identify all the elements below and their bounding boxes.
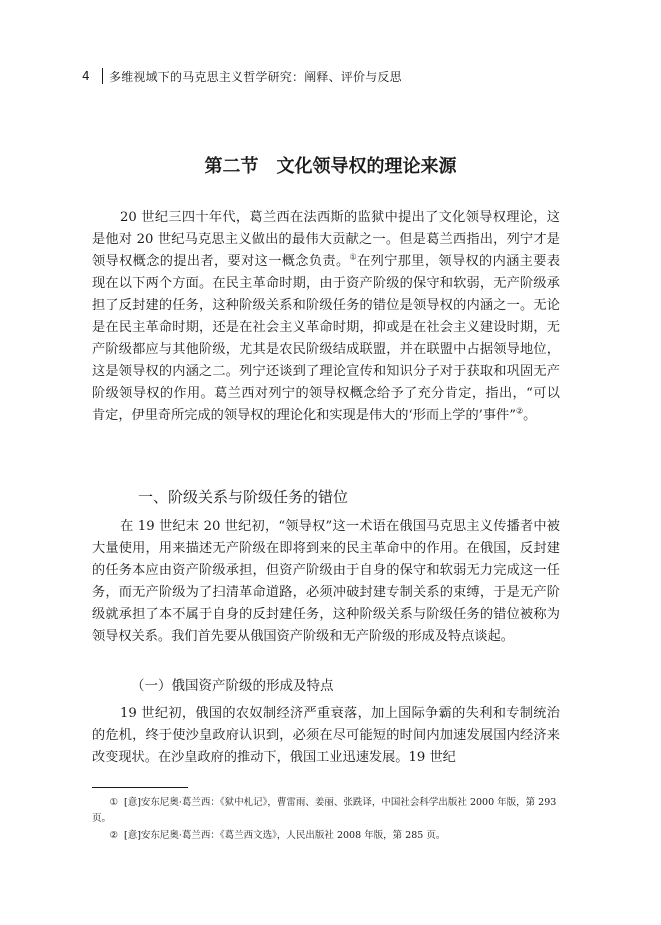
footnote-mark-2: ② — [109, 830, 118, 841]
subsubsection-heading: （一）俄国资产阶级的形成及特点 — [131, 678, 334, 694]
intro-paragraph — [92, 207, 560, 427]
footnote-2 — [92, 828, 560, 844]
footnote-text-1: [意]安东尼奥·葛兰西：《狱中札记》，曹雷雨、姜丽、张跣译，中国社会科学出版社 2000 年版，第 293 页。 — [92, 797, 557, 824]
footnote-ref-2: ② — [515, 406, 524, 416]
footnote-rule — [92, 787, 188, 788]
page-number: 4 — [82, 69, 90, 83]
intro-text-2: 在列宁那里，领导权的内涵主要表现在以下两个方面。在民主革命时期，由于资产阶级的保守和软弱，无产阶级承担了反封建的任务，这种阶级关系和阶级任务的错位是领导权的内涵之一。无论是在民主革命时期，还是在社会主义革命时期，抑或是在社会主义建设时期，无产阶级都应与其他阶级，尤其是农民阶级结成联盟，并在联盟中占据领导地位，这是领导权的内涵之二。列宁还谈到了理论宣传和知识分子对于获取和巩固无产阶级领导权的作用。葛兰西对列宁的领导权概念给予了充分肯定，指出，“可以肯定，伊里奇所完成的领导权的理论化和实现是伟大的‘形而上学的’事件” — [92, 254, 561, 423]
body-paragraph-3: 19 世纪初，俄国的农奴制经济严重衰落，加上国际争霸的失利和专制统治的危机，终于使沙皇政府认识到，必须在尽可能短的时间内加速发展国内经济来改变现状。在沙皇政府的推动下，俄国工业迅速发展。19 世纪 — [92, 706, 560, 765]
subsection-heading: 一、阶级关系与阶级任务的错位 — [138, 488, 349, 506]
footnote-1 — [92, 795, 560, 827]
footnote-mark-1: ① — [109, 797, 118, 808]
header-divider — [102, 68, 103, 84]
intro-text-3: 。 — [523, 408, 537, 423]
body-paragraph-2: 在 19 世纪末 20 世纪初，“领导权”这一术语在俄国马克思主义传播者中被大量使用，用来描述无产阶级在即将到来的民主革命中的作用。在俄国，反封建的任务本应由资产阶级承担，但资产阶级由于自身的保守和软弱无力完成这一任务，而无产阶级为了扫清革命道路，必须冲破封建专制关系的束缚，于是无产阶级就承担了本不属于自身的反封建任务，这种阶级关系与阶级任务的错位被称为领导权关系。我们首先要从俄国资产阶级和无产阶级的形成及特点谈起。 — [92, 519, 560, 644]
intro-text-1: 20 世纪三四十年代，葛兰西在法西斯的监狱中提出了文化领导权理论，这是他对 20 世纪马克思主义做出的最伟大贡献之一。但是葛兰西指出，列宁才是领导权概念的提出者，要对这一概念负责。 — [92, 210, 560, 269]
footnote-text-2: [意]安东尼奥·葛兰西：《葛兰西文选》，人民出版社 2008 年版，第 285 页。 — [124, 830, 446, 841]
footnote-ref-1: ① — [349, 252, 358, 262]
section-title: 第二节 文化领导权的理论来源 — [204, 156, 457, 177]
running-header — [82, 66, 402, 86]
running-title: 多维视域下的马克思主义哲学研究：阐释、评价与反思 — [109, 69, 402, 84]
